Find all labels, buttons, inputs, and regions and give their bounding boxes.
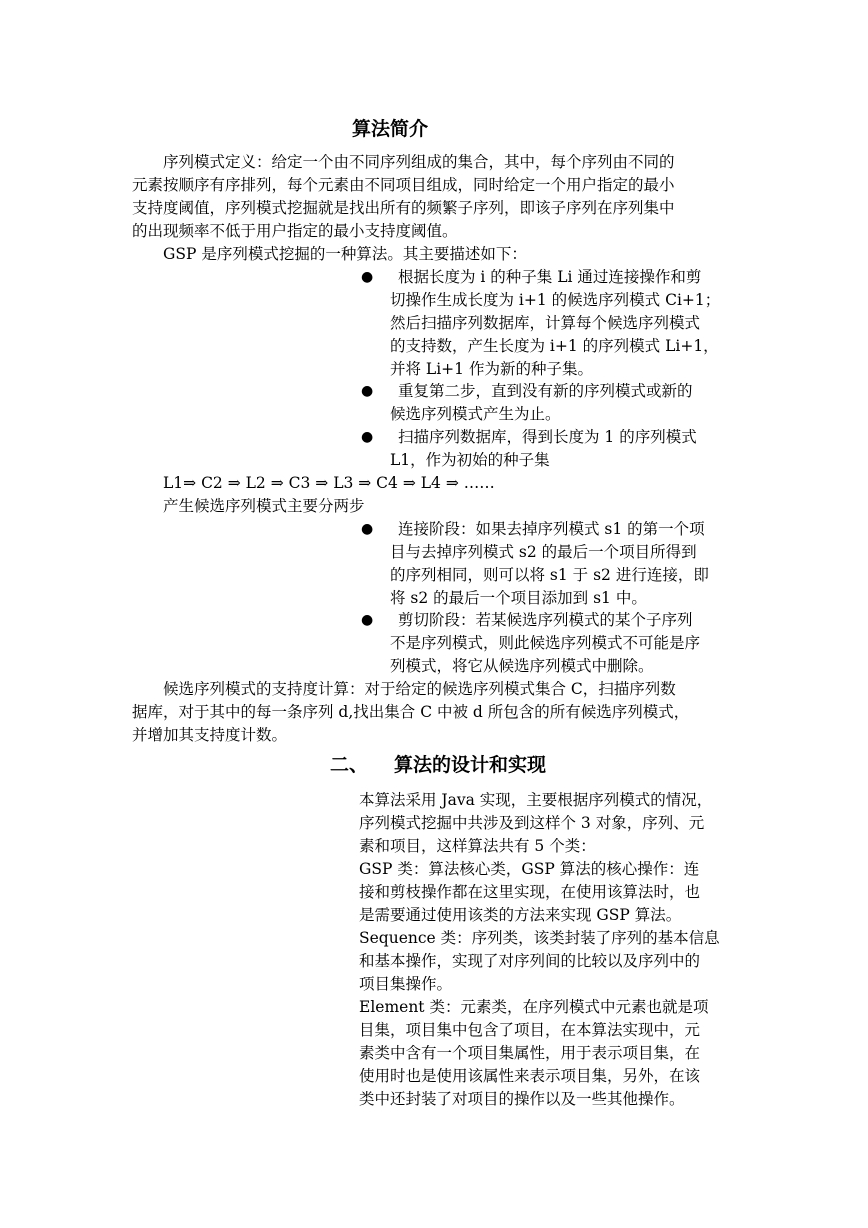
gsp-step-line: 然后扫描序列数据库，计算每个候选序列模式: [390, 314, 701, 332]
section-line: Sequence 类：序列类，该类封装了序列的基本信息: [359, 929, 720, 947]
candidate-step-line: 剪切阶段：若某候选序列模式的某个子序列: [398, 611, 693, 629]
section-line: 是需要通过使用该类的方法来实现 GSP 算法。: [359, 906, 682, 924]
gsp-step-line: 的支持数，产生长度为 i+1 的序列模式 Li+1，: [390, 337, 719, 355]
candidate-step-line: 不是序列模式，则此候选序列模式不可能是序: [390, 634, 701, 652]
gsp-intro: GSP 是序列模式挖掘的一种算法。其主要描述如下：: [163, 245, 527, 263]
bullet-marker: ●: [361, 429, 374, 445]
candidate-step-line: 列模式，将它从候选序列模式中删除。: [390, 657, 654, 675]
section-title: 算法的设计和实现: [394, 754, 547, 776]
bullet-marker: ●: [361, 269, 374, 285]
section-line: 类中还封装了对项目的操作以及一些其他操作。: [359, 1090, 685, 1108]
support-line: 候选序列模式的支持度计算：对于给定的候选序列模式集合 C，扫描序列数: [163, 680, 676, 698]
bullet-marker: ●: [361, 612, 374, 628]
gsp-step-line: L1，作为初始的种子集: [390, 451, 550, 469]
section-line: 序列模式挖掘中共涉及到这样个 3 对象，序列、元: [359, 814, 705, 832]
section-line: 目集，项目集中包含了项目，在本算法实现中，元: [359, 1021, 701, 1039]
section-line: 接和剪枝操作都在这里实现，在使用该算法时，也: [359, 883, 701, 901]
gsp-step-line: 候选序列模式产生为止。: [390, 405, 561, 423]
intro-line: 支持度阈值，序列模式挖掘就是找出所有的频繁子序列，即该子序列在序列集中: [132, 199, 675, 217]
gsp-step-line: 扫描序列数据库，得到长度为 1 的序列模式: [398, 428, 697, 446]
intro-line: 序列模式定义：给定一个由不同序列组成的集合，其中，每个序列由不同的: [163, 153, 675, 171]
support-line: 并增加其支持度计数。: [132, 726, 288, 744]
section-heading: [330, 752, 546, 778]
sequence-line: L1⇒ C2 ⇒ L2 ⇒ C3 ⇒ L3 ⇒ C4 ⇒ L4 ⇒ ……: [163, 474, 495, 492]
candidate-step-line: 将 s2 的最后一个项目添加到 s1 中。: [390, 589, 647, 607]
section-line: 和基本操作，实现了对序列间的比较以及序列中的: [359, 952, 701, 970]
gsp-step-line: 重复第二步，直到没有新的序列模式或新的: [398, 382, 693, 400]
intro-line: 的出现频率不低于用户指定的最小支持度阈值。: [132, 222, 458, 240]
support-line: 据库，对于其中的每一条序列 d,找出集合 C 中被 d 所包含的所有候选序列模式，: [132, 703, 690, 721]
section-line: 素类中含有一个项目集属性，用于表示项目集，在: [359, 1044, 701, 1062]
section-line: 素和项目，这样算法共有 5 个类：: [359, 837, 596, 855]
section-line: Element 类：元素类，在序列模式中元素也就是项: [359, 998, 709, 1016]
candidate-intro: 产生候选序列模式主要分两步: [163, 497, 365, 515]
intro-line: 元素按顺序有序排列，每个元素由不同项目组成，同时给定一个用户指定的最小: [132, 176, 675, 194]
section-line: 使用时也是使用该属性来表示项目集，另外，在该: [359, 1067, 701, 1085]
bullet-marker: ●: [361, 383, 374, 399]
section-line: 本算法采用 Java 实现，主要根据序列模式的情况，: [359, 791, 713, 809]
candidate-step-line: 连接阶段：如果去掉序列模式 s1 的第一个项: [398, 520, 705, 538]
section-line: GSP 类：算法核心类，GSP 算法的核心操作：连: [359, 860, 700, 878]
section-line: 项目集操作。: [359, 975, 453, 993]
bullet-marker: ●: [361, 521, 374, 537]
page-title: 算法简介: [351, 118, 428, 140]
candidate-step-line: 目与去掉序列模式 s2 的最后一个项目所得到: [390, 543, 697, 561]
candidate-step-line: 的序列相同，则可以将 s1 于 s2 进行连接，即: [390, 566, 709, 584]
gsp-step-line: 并将 Li+1 作为新的种子集。: [390, 360, 593, 378]
gsp-step-line: 切操作生成长度为 i+1 的候选序列模式 Ci+1；: [390, 291, 721, 309]
gsp-step-line: 根据长度为 i 的种子集 Li 通过连接操作和剪: [398, 268, 702, 286]
section-number: 二、: [330, 754, 369, 776]
